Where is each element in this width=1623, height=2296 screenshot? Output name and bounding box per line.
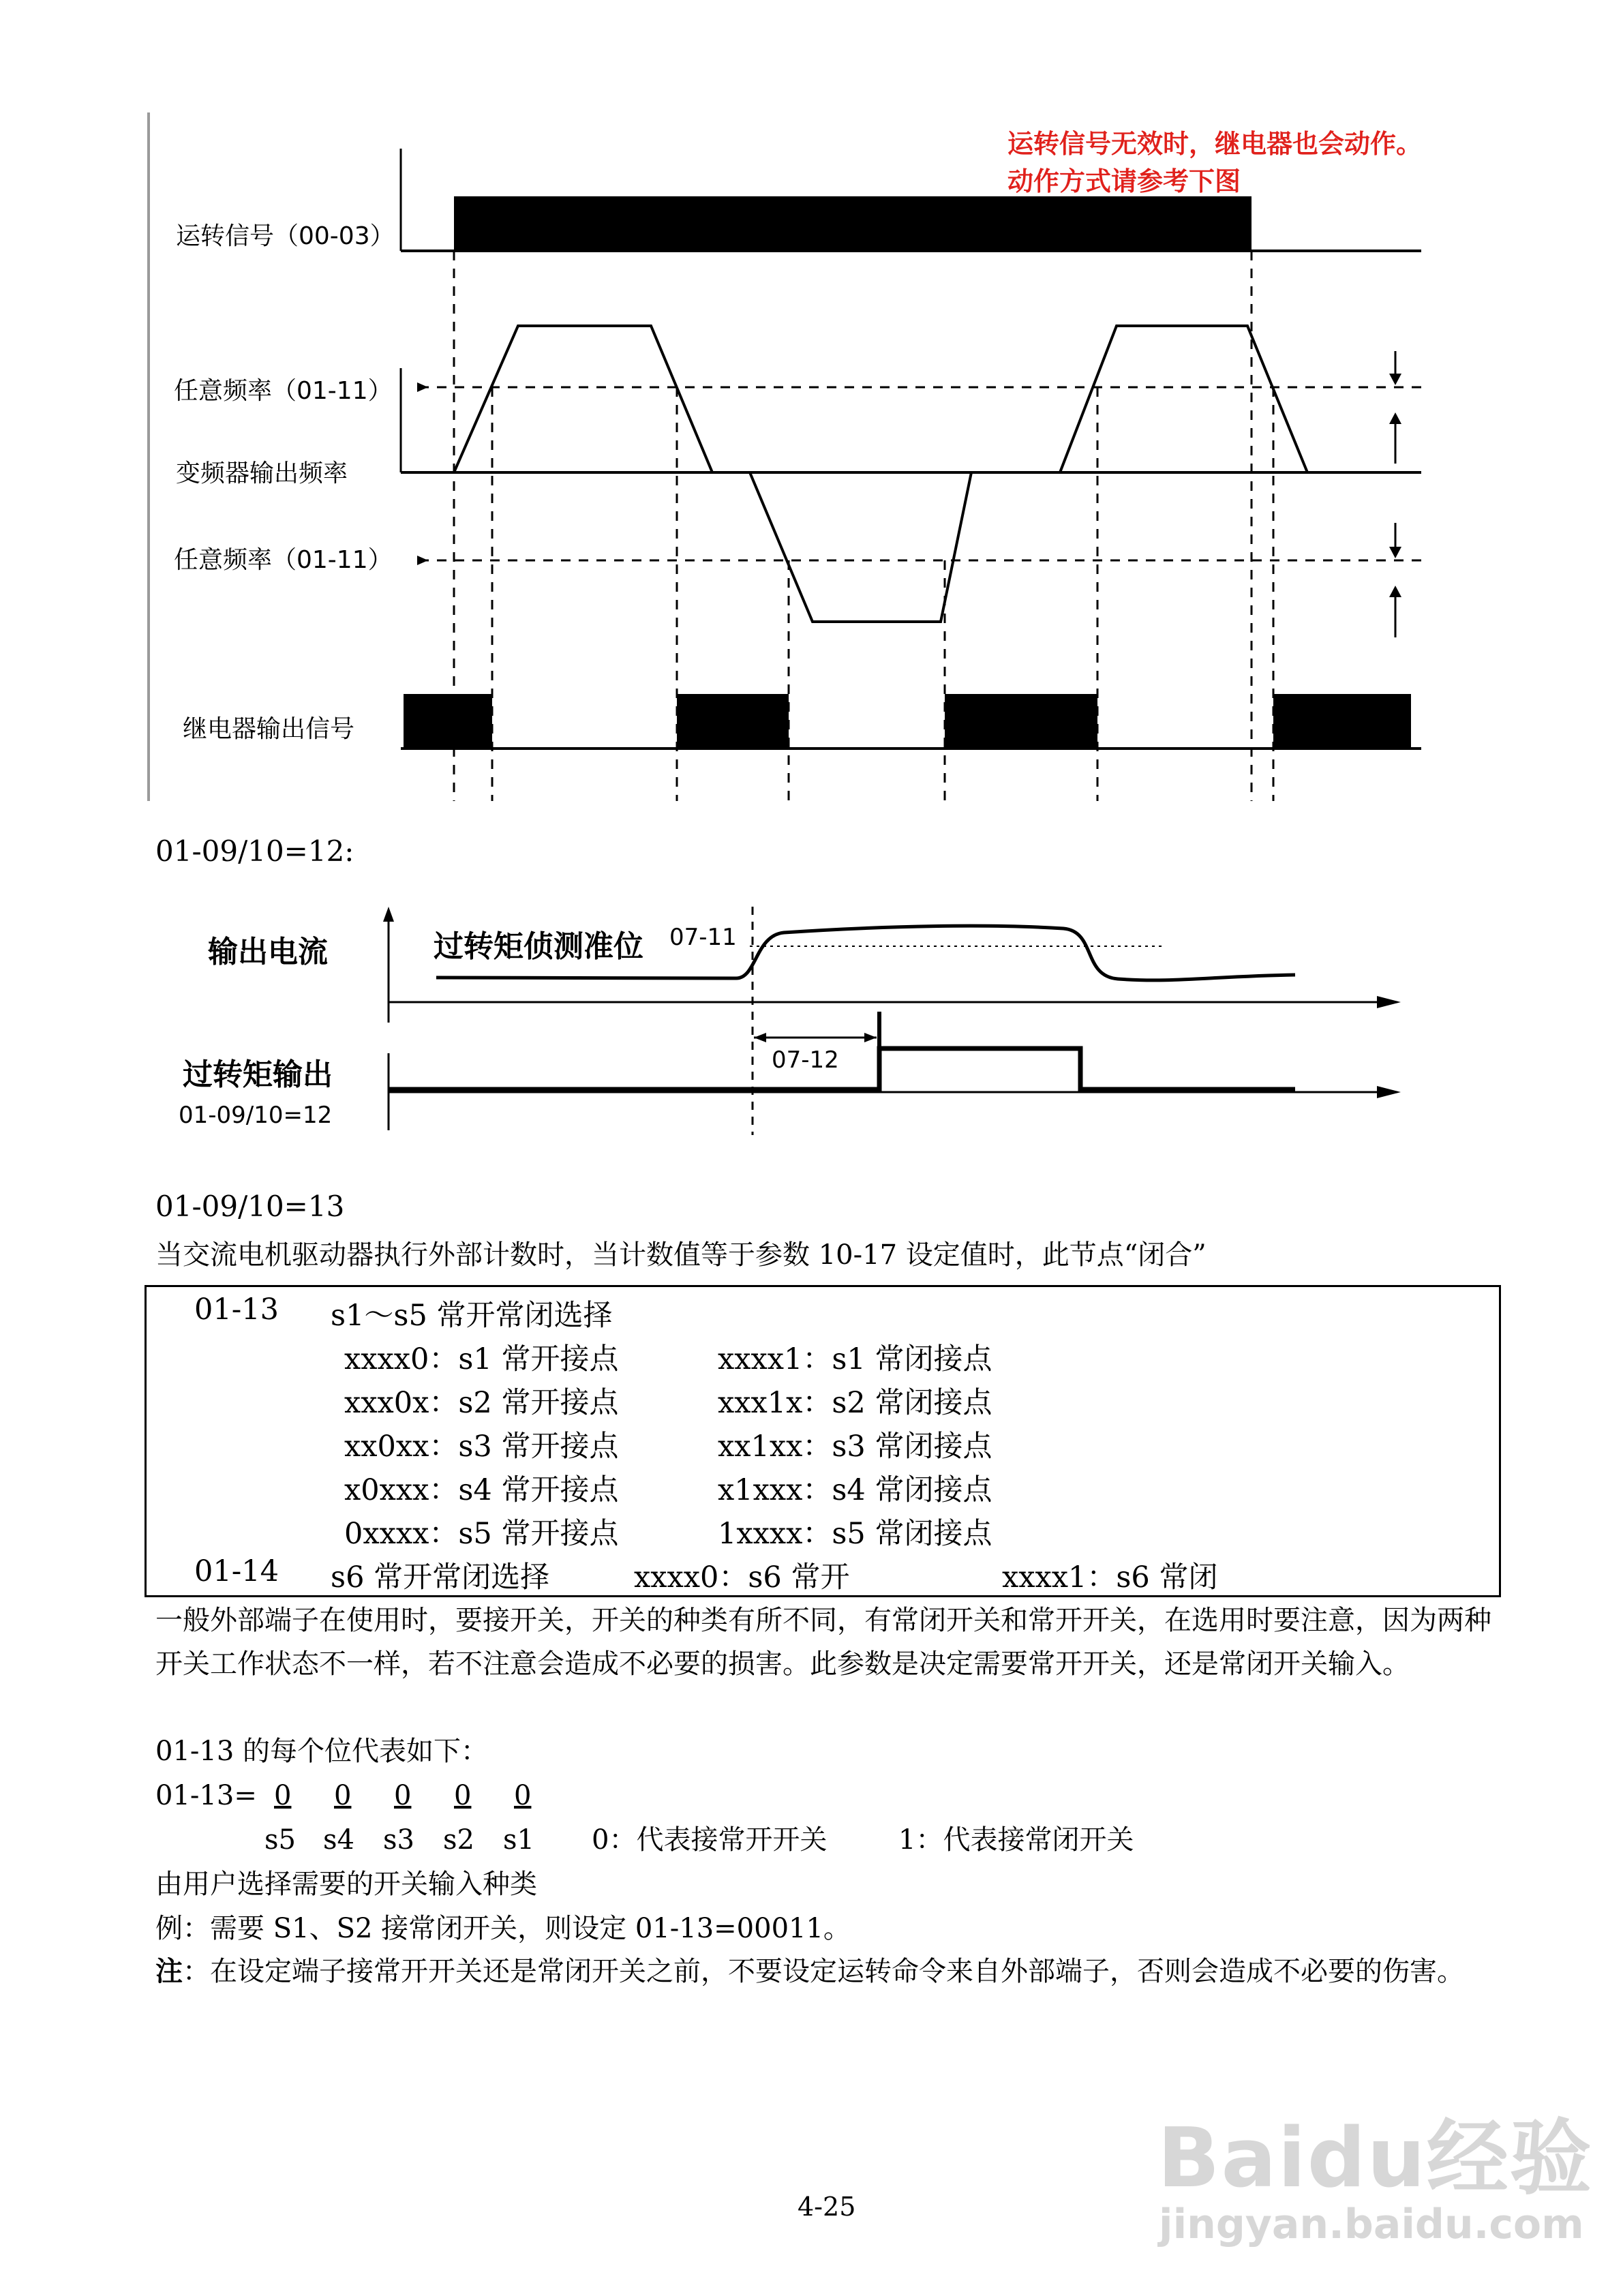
bit-value: 0: [334, 1780, 352, 1811]
explanation-paragraph: 一般外部端子在使用时，要接开关，开关的种类有所不同，有常闭开关和常开开关，在选用时要注意，因为两种开关工作状态不一样，若不注意会造成不必要的损害。此参数是决定需要常开开关，还是常闭开关输入。: [155, 1605, 1491, 1680]
arbitrary-freq-upper-label: 任意频率（01-11）: [174, 377, 393, 405]
param-row-left: 0xxxx：s5 常开接点: [344, 1517, 619, 1551]
bit-name: s4: [323, 1824, 354, 1856]
selection-note: 由用户选择需要的开关输入种类: [155, 1869, 537, 1900]
relay-output-label: 继电器输出信号: [183, 715, 355, 743]
param-01-13-code: 01-13: [194, 1293, 279, 1327]
page-number: 4-25: [798, 2192, 856, 2222]
caution-text: ：在设定端子接常开开关还是常闭开关之前，不要设定运转命令来自外部端子，否则会造成不必要的伤害。: [183, 1956, 1464, 1987]
output-freq-label: 变频器输出频率: [176, 459, 348, 487]
torque-output-waveform: [389, 1048, 1295, 1089]
param-row-right: 1xxxx：s5 常闭接点: [718, 1517, 992, 1551]
torque-output-sub: 01-09/10=12: [179, 1102, 333, 1129]
detect-level-param: 07-11: [669, 924, 737, 951]
bits-prefix: 01-13=: [155, 1780, 257, 1811]
param-01-14-code: 01-14: [194, 1554, 279, 1588]
watermark-url: jingyan.baidu.com: [1159, 2201, 1584, 2248]
bit-value: 0: [514, 1780, 532, 1811]
param-01-14-title: s6 常开常闭选择: [331, 1560, 550, 1595]
param-row-left: xxxx0：s1 常开接点: [344, 1342, 619, 1376]
param-row-right: xx1xx：s3 常闭接点: [718, 1430, 992, 1464]
output-current-label: 输出电流: [208, 935, 328, 969]
param-01-13-title: s1～s5 常开常闭选择: [331, 1299, 613, 1333]
bit-name: s3: [383, 1824, 414, 1856]
torque-output-label: 过转矩输出: [183, 1057, 333, 1092]
example-line: 例：需要 S1、S2 接常闭开关，则设定 01-13=00011。: [155, 1913, 851, 1944]
param-row-left: xx0xx：s3 常开接点: [344, 1430, 619, 1464]
bit-name: s2: [443, 1824, 474, 1856]
param-row-left: xxx0x：s2 常开接点: [344, 1386, 619, 1420]
section-13-description: 当交流电机驱动器执行外部计数时，当计数值等于参数 10-17 设定值时，此节点“闭合”: [155, 1239, 1207, 1271]
parameter-box: [145, 1285, 1501, 1597]
section-13-heading: 01-09/10=13: [155, 1190, 345, 1223]
bits-intro: 01-13 的每个位代表如下：: [155, 1736, 489, 1767]
bit-legend-1: 1：代表接常闭开关: [898, 1824, 1134, 1856]
param-row-right: xxxx1：s1 常闭接点: [718, 1342, 992, 1376]
bit-value: 0: [394, 1780, 412, 1811]
param-row-right: xxx1x：s2 常闭接点: [718, 1386, 992, 1420]
bit-value: 0: [454, 1780, 472, 1811]
watermark-logo: Baidu经验: [1157, 2111, 1593, 2206]
bit-name: s5: [264, 1824, 296, 1856]
arbitrary-freq-lower-label: 任意频率（01-11）: [174, 546, 393, 574]
detect-level-label: 过转矩侦测准位: [434, 929, 643, 964]
bit-legend-0: 0：代表接常开开关: [592, 1824, 828, 1856]
caution-paragraph: [155, 1950, 1502, 1993]
figure-note-line2: 动作方式请参考下图: [1007, 166, 1241, 196]
param-row-right: x1xxx：s4 常闭接点: [718, 1473, 992, 1507]
bit-name: s1: [503, 1824, 534, 1856]
param-01-14-opt1: xxxx1：s6 常闭: [1002, 1560, 1218, 1595]
run-signal-label: 运转信号（00-03）: [176, 222, 395, 250]
figure-note-line1: 运转信号无效时，继电器也会动作。: [1007, 129, 1423, 159]
bit-value: 0: [274, 1780, 292, 1811]
delay-param: 07-12: [772, 1046, 839, 1074]
caution-label: 注: [155, 1955, 183, 1987]
param-01-14-opt0: xxxx0：s6 常开: [634, 1560, 850, 1595]
param-row-left: x0xxx：s4 常开接点: [344, 1473, 619, 1507]
section-12-heading: 01-09/10=12:: [155, 834, 354, 868]
